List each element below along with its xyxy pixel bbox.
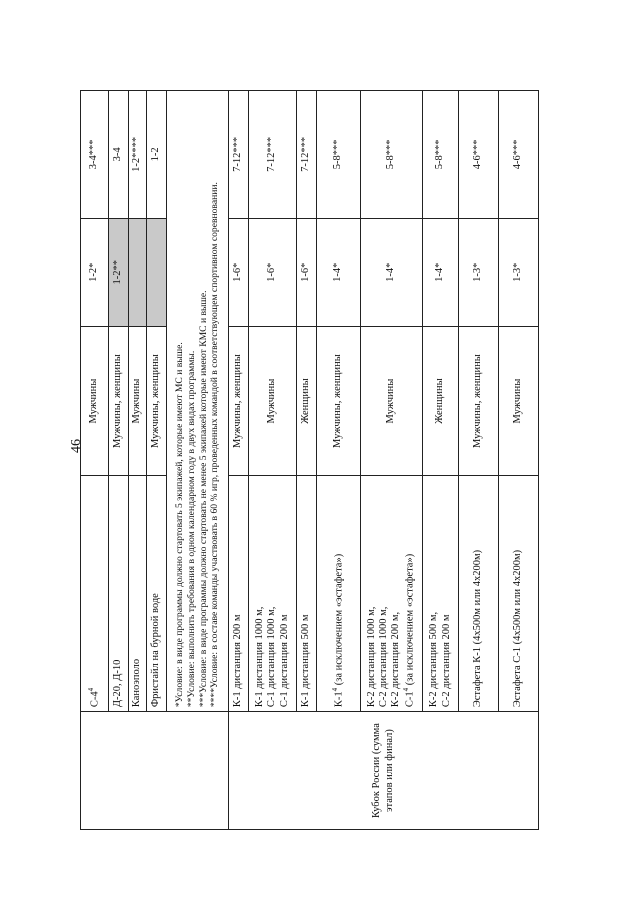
discipline-line [232,480,244,707]
discipline-cell [361,476,423,712]
places-b-cell: 5-8*** [423,91,459,219]
discipline-suffix: (за исключением «эстафета») [404,553,416,688]
table-row [81,91,109,830]
discipline-text: Д-20, Д-10 [112,659,124,708]
places-a-cell: 1-6* [229,218,249,326]
places-b-cell: 7-12*** [229,91,249,219]
gender-cell: Женщины [297,326,317,476]
discipline-line [402,480,417,707]
discipline-cell [81,476,109,712]
discipline-text: Фристайл на бурной воде [150,593,162,708]
footnote-sup: 4 [402,687,411,692]
discipline-text: К-2 дистанция 500 м, [428,611,440,708]
places-b-cell: 1-2 [147,91,167,219]
page-number: 46 [69,439,84,453]
places-b-cell: 5-8*** [361,91,423,219]
discipline-line [254,480,266,707]
discipline-suffix: (за исключением «эстафета») [333,553,345,688]
discipline-text: К-1 дистанция 200 м [232,614,244,708]
discipline-text: К-1 дистанция 500 м [300,614,312,708]
gender-cell: Мужчины, женщины [147,326,167,476]
discipline-line [378,480,390,707]
discipline-line [472,480,484,707]
discipline-line [366,480,378,707]
places-b-cell: 1-2**** [129,91,147,219]
gender-cell: Мужчины [129,326,147,476]
discipline-line [428,480,440,707]
places-b-cell: 7-12*** [297,91,317,219]
gender-cell: Мужчины [249,326,297,476]
places-b-cell: 7-12*** [249,91,297,219]
condition-note: **Условие: выполнить требования в одном календарном году в двух видах программы. [185,350,197,708]
footnote-sup: 4 [331,687,340,692]
discipline-text: С-2 дистанция 200 м [440,614,452,708]
table-row [229,91,249,830]
condition-note: ****Условие: в составе команды участвовать в 60 % игр, проведенных командой в соответствующем спортивном соревновании. [209,182,221,708]
discipline-text: С-1 дистанция 200 м [278,614,290,708]
places-b-cell: 3-4 [109,91,129,219]
footnote-sup: 4 [87,687,96,692]
gender-cell: Мужчины, женщины [109,326,129,476]
discipline-line [331,480,346,707]
discipline-line [512,480,524,707]
gender-cell: Мужчины, женщины [317,326,361,476]
places-b-cell: 4-6*** [499,91,539,219]
discipline-line [279,480,291,707]
discipline-text: С-4 [89,691,101,708]
discipline-cell [229,476,249,712]
discipline-line [390,480,402,707]
places-a-cell: 1-3* [459,218,499,326]
discipline-line [266,480,278,707]
discipline-text: К-2 дистанция 1000 м, [366,606,378,708]
discipline-text: К-1 дистанция 1000 м, [254,606,266,708]
places-a-cell: 1-2** [109,218,129,326]
discipline-cell [129,476,147,712]
discipline-cell [423,476,459,712]
places-a-cell [147,218,167,326]
competition-label-cell: Кубок России (сумма этапов или финал) [229,712,539,830]
requirements-table [80,90,539,830]
places-b-cell: 3-4*** [81,91,109,219]
discipline-cell [249,476,297,712]
discipline-line [441,480,453,707]
discipline-text: К-2 дистанция 200 м, [390,611,402,708]
places-a-cell: 1-4* [423,218,459,326]
discipline-cell [459,476,499,712]
places-a-cell: 1-6* [297,218,317,326]
gender-cell: Мужчины [81,326,109,476]
discipline-cell [499,476,539,712]
places-a-cell: 1-4* [317,218,361,326]
places-a-cell [129,218,147,326]
discipline-prefix: К-1 [333,691,345,708]
blank-group-cell [81,712,229,830]
gender-cell: Мужчины [499,326,539,476]
discipline-cell [147,476,167,712]
discipline-text: Каноэполо [131,658,143,708]
discipline-cell [109,476,129,712]
discipline-text: Эстафета К-1 (4х500м или 4х200м) [472,549,484,708]
notes-cell [167,91,229,712]
gender-cell: Мужчины, женщины [459,326,499,476]
discipline-line [300,480,312,707]
places-a-cell: 1-4* [361,218,423,326]
places-a-cell: 1-3* [499,218,539,326]
discipline-text: С-2 дистанция 1000 м, [378,606,390,708]
discipline-text: С-1 дистанция 1000 м, [266,606,278,708]
discipline-prefix: С-1 [404,691,416,708]
places-a-cell: 1-6* [249,218,297,326]
condition-note: ***Условие: в виде программы должно стартовать не менее 5 экипажей которые имеют КМС и выше. [197,290,209,708]
places-a-cell: 1-2* [81,218,109,326]
discipline-cell [297,476,317,712]
gender-cell: Женщины [423,326,459,476]
places-b-cell: 4-6*** [459,91,499,219]
discipline-cell [317,476,361,712]
places-b-cell: 5-8*** [317,91,361,219]
discipline-text: Эстафета С-1 (4х500м или 4х200м) [512,549,524,708]
gender-cell: Мужчины [361,326,423,476]
rotated-table-wrapper [80,90,524,830]
gender-cell: Мужчины, женщины [229,326,249,476]
condition-note: *Условие: в виде программы должно стартовать 5 экипажей, которые имеют МС и выше. [173,342,185,708]
